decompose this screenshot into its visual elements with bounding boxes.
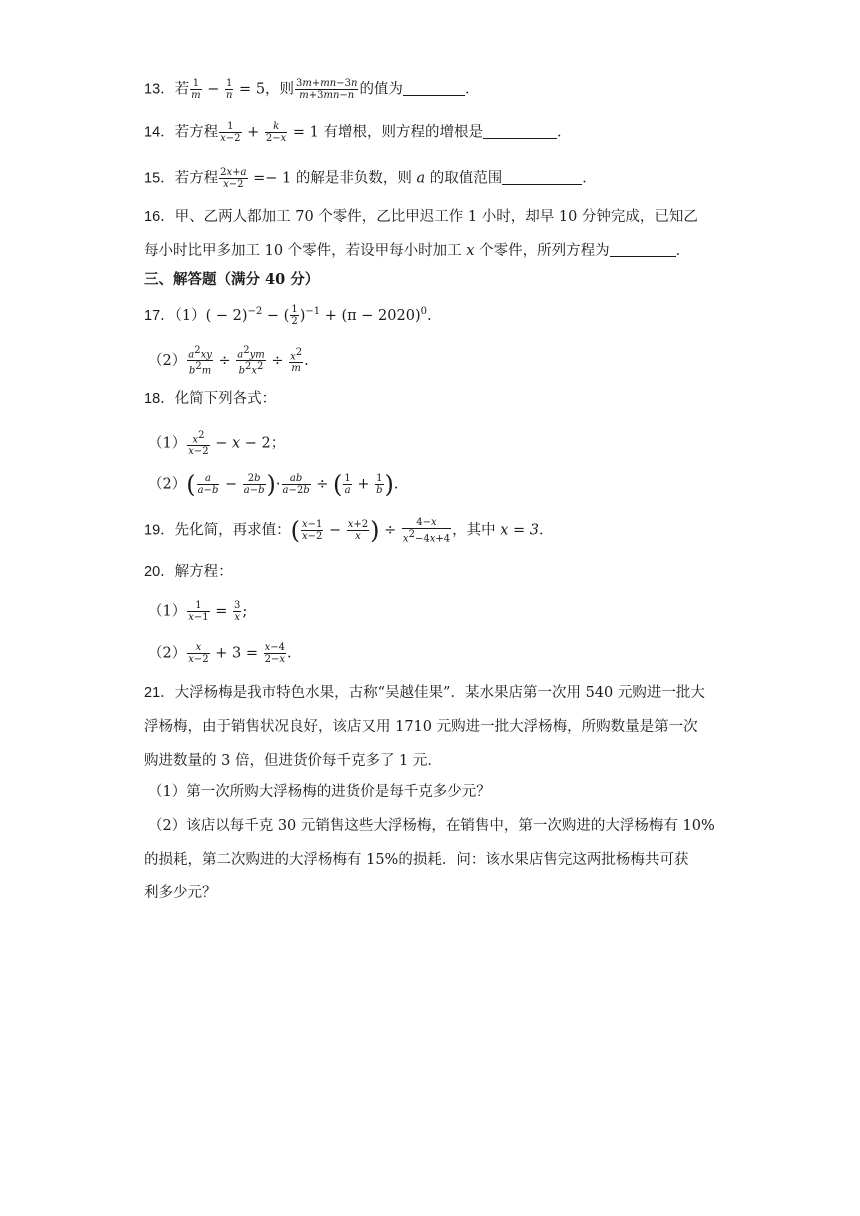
math-fraction: $\frac{x^2}{x-2}$ [188,430,209,458]
question-number: 19． [144,522,175,539]
math-fraction: $\frac{x+2}{x}$ [347,519,369,543]
question-18 [144,389,276,409]
math-fraction: $\frac{3}{x}$ [234,600,241,623]
condition: x = 3 [500,522,539,539]
part-label: （2） [148,476,187,493]
fraction-1-over-x-minus-2: $\frac{1}{x-2}$ [220,121,241,144]
question-16-line-1 [144,207,698,227]
math-fraction: $\frac{a^2xy}{b^2m}$ [188,345,212,377]
question-text: 甲、乙两人都加工 70 个零件，乙比甲迟工作 1 小时，却早 10 分钟完成，已知乙 [174,209,698,225]
part-label: （2） [148,645,187,662]
math-fraction: $\frac{x-4}{2-x}$ [264,642,285,665]
question-21-sub-2-line-1: （2）该店以每千克 30 元销售这些大浮杨梅，在销售中，第一次购进的大浮杨梅有 10% [148,818,715,834]
question-15: 15．若方程 $\frac{2x+a}{x-2}$ =− 1 的解是非负数，则 a 的取值范围 ． [144,167,597,190]
question-text: ，其中 [452,522,496,539]
question-number: 20． [144,564,175,580]
fraction-1-over-n: $\frac{1}{n}$ [226,78,233,101]
punctuation: ． [675,243,691,259]
question-text: 解方程： [174,564,233,580]
part-label: （1） [174,307,206,324]
question-13: 13．若 $\frac{1}{m}$ − $\frac{1}{n}$ = 5，则 $\frac{3m+mn-3n}{m+3mn-n}$ 的值为 ． [144,78,480,101]
math-fraction: $\frac{ab}{a-2b}$ [282,473,310,496]
question-21-line-3: 购进数量的 3 倍，但进货价每千克多了 1 元． [144,753,442,769]
question-text: 大浮杨梅是我市特色水果，古称“吴越佳果”．某水果店第一次用 540 元购进一批大 [174,685,705,701]
question-21-sub-1: （1）第一次所购大浮杨梅的进货价是每千克多少元？ [148,784,491,800]
question-text: 若方程 [174,124,219,141]
math-fraction: $\frac{4-x}{x^2-4x+4}$ [402,517,451,545]
question-19: 19．先化简，再求值：( $\frac{x-1}{x-2}$ − $\frac{x+2}{x}$ ) ÷ $\frac{4-x}{x^2-4x+4}$ ，其中 x = 3． [144,516,554,545]
math-fraction: $\frac{x}{x-2}$ [188,642,209,665]
punctuation: ． [464,81,480,98]
question-21-sub-2-line-3: 利多少元？ [144,885,217,901]
part-label: （2） [148,352,187,369]
question-14: 14．若方程 $\frac{1}{x-2}$ + $\frac{k}{2-x}$ = 1 有增根，则方程的增根是 ． [144,121,572,144]
variable-x: x [466,243,475,259]
question-number: 14． [144,124,175,141]
fraction-1-over-m: $\frac{1}{m}$ [191,78,201,101]
math-fraction: $\frac{x^2}{m}$ [290,347,303,375]
fraction-1-over-2: $\frac{1}{2}$ [291,304,298,328]
question-text: 有增根，则方程的增根是 [323,124,483,141]
question-number: 18． [144,391,175,407]
question-20-part-1: （1） $\frac{1}{x-1}$ = $\frac{3}{x}$ ; [148,600,248,623]
punctuation: ． [538,522,554,539]
answer-blank[interactable] [610,242,676,257]
question-number: 17． [144,307,175,324]
fraction-k-over-2-minus-x: $\frac{k}{2-x}$ [265,121,287,144]
part-label: （1） [148,435,187,452]
math-fraction: $\frac{1}{x-1}$ [188,600,209,623]
punctuation: ． [582,170,597,187]
math-fraction: $\frac{x-1}{x-2}$ [302,519,323,543]
question-text: 的值为 [359,81,403,98]
punctuation: ． [557,124,572,141]
math-fraction: $\frac{2b}{a-b}$ [243,473,265,496]
question-text: 每小时比甲多加工 10 个零件，若设甲每小时加工 [144,243,462,259]
part-label: （1） [148,603,187,620]
expression-fraction: $\frac{3m+mn-3n}{m+3mn-n}$ [296,78,358,101]
question-18-part-2: （2）( $\frac{a}{a-b}$ − $\frac{2b}{a-b}$ )· $\frac{ab}{a-2b}$ ÷ ( $\frac{1}{a}$ + $\frac{1}{b}$ ). [148,470,399,499]
question-21-line-1 [144,683,705,703]
question-text: 化简下列各式： [174,391,277,407]
answer-blank[interactable] [502,170,582,185]
question-21-line-2: 浮杨梅，由于销售状况良好，该店又用 1710 元购进一批大浮杨梅，所购数量是第一次 [144,719,698,735]
variable-a: a [416,170,426,187]
answer-blank[interactable] [403,81,465,96]
math-fraction: $\frac{1}{a}$ [344,473,351,496]
question-text: 个零件，所列方程为 [479,243,610,259]
question-text: 先化简，再求值： [174,522,291,539]
question-number: 16． [144,209,175,225]
question-number: 15． [144,170,175,187]
question-text: 的取值范围 [429,170,503,187]
question-number: 13． [144,81,175,98]
question-17-part-2: （2） $\frac{a^2xy}{b^2m}$ ÷ $\frac{a^2ym}{b^2x^2}$ ÷ $\frac{x^2}{m}$ . [148,345,309,377]
question-text: ，则 [265,81,295,98]
question-text: 的解是非负数，则 [295,170,412,187]
question-21-sub-2-line-2: 的损耗，第二次购进的大浮杨梅有 15%的损耗．问：该水果店售完这两批杨梅共可获 [144,852,689,868]
math-fraction: $\frac{a}{a-b}$ [197,473,219,496]
math-fraction: $\frac{a^2ym}{b^2x^2}$ [237,345,265,377]
question-16-line-2 [144,241,690,261]
question-text: 若 [174,81,190,98]
question-17-part-1: 17．$(1)( - 2)^{-2}$ − ( $\frac{1}{2}$ )$^{-1} + (\pi - 2020)^0$. [144,304,432,328]
math-fraction: $\frac{1}{b}$ [376,473,383,496]
section-heading: 三、解答题（满分 40 分） [144,271,320,288]
question-18-part-1: （1） $\frac{x^2}{x-2}$ − x − 2； [148,430,286,458]
question-20-part-2: （2） $\frac{x}{x-2}$ + 3 = $\frac{x-4}{2-x}$ . [148,642,292,665]
question-text: 若方程 [174,170,219,187]
answer-blank[interactable] [483,124,557,139]
fraction-2x-plus-a-over-x-minus-2: $\frac{2x+a}{x-2}$ [220,167,247,190]
question-number: 21． [144,685,175,701]
question-20 [144,562,233,582]
